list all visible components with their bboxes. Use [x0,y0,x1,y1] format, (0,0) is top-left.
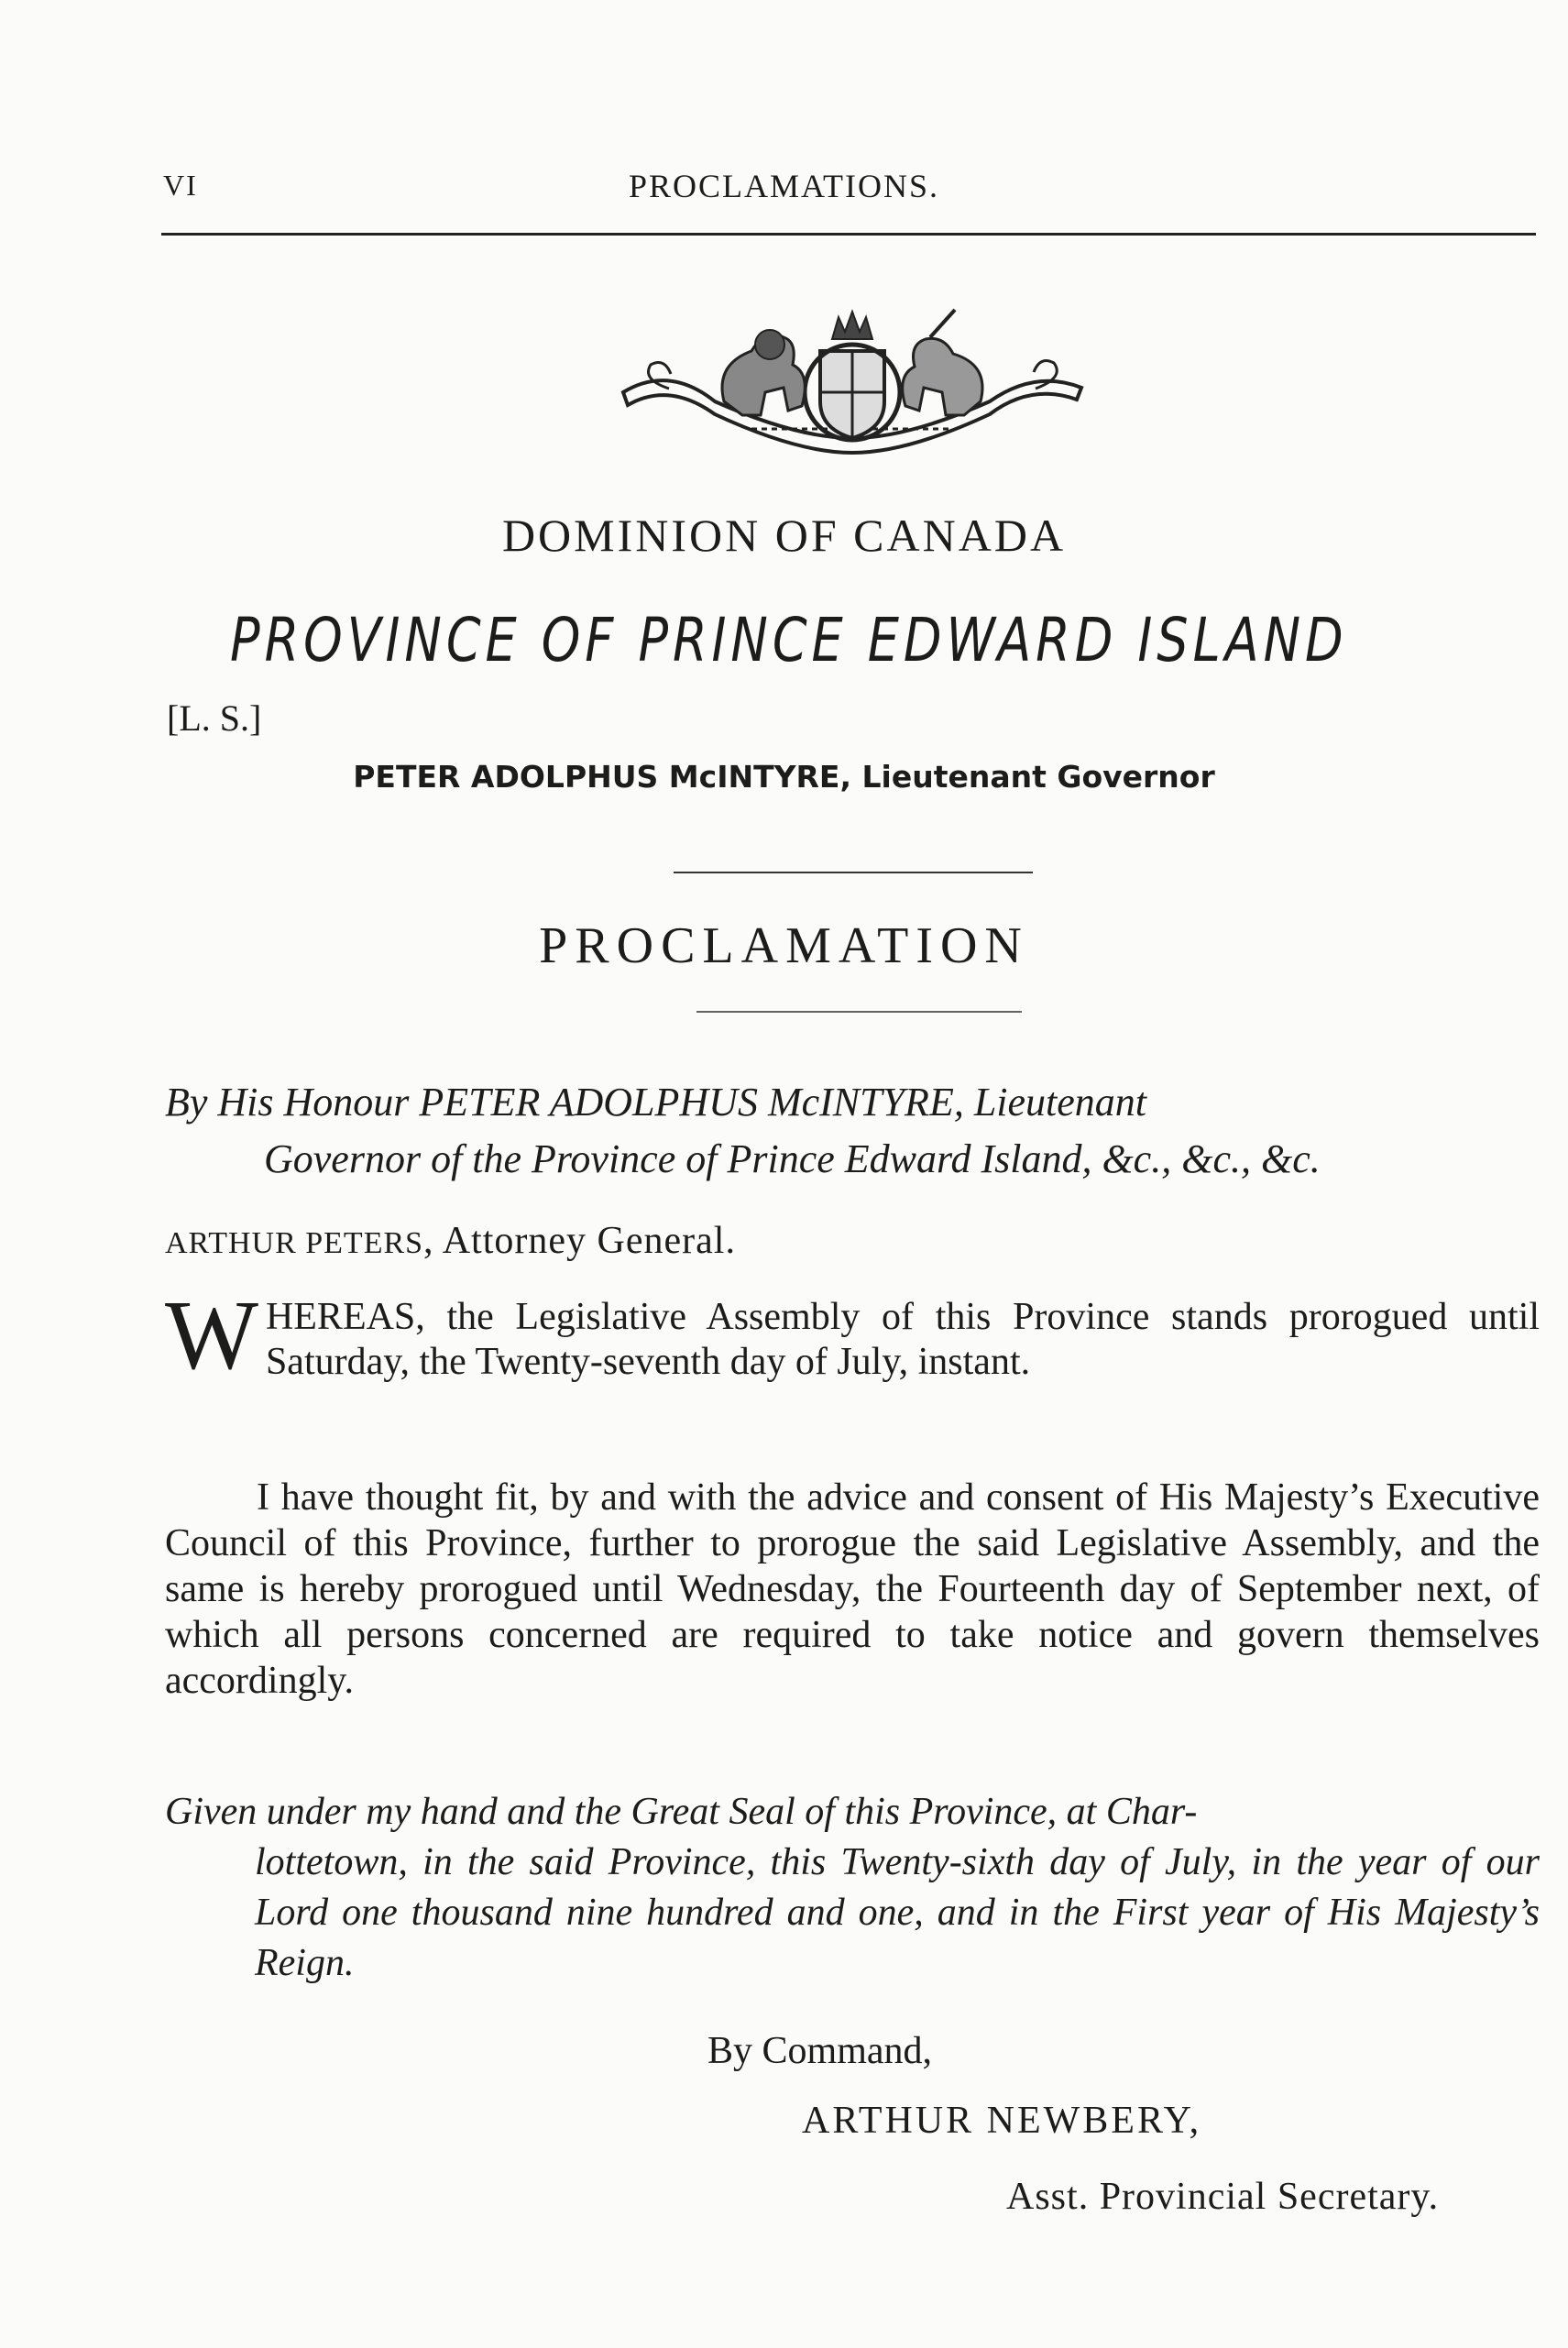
whereas-paragraph [165,1281,1540,1390]
province-heading: PROVINCE OF PRINCE EDWARD ISLAND [230,605,1348,675]
royal-coat-of-arms-icon [614,301,1091,456]
running-title: PROCLAMATIONS. [628,168,940,204]
signer-office: Asst. Provincial Secretary. [1006,2176,1440,2218]
by-command: By Command, [707,2030,933,2072]
seal-mark: [L. S.] [167,697,262,739]
attorney-title: , Attorney General. [423,1220,736,1262]
signer-name: ARTHUR NEWBERY, [802,2100,1202,2142]
whereas-text: HEREAS, the Legislative Assembly of this Province stands prorogued until Saturday, the Twenty-seventh day of July, instant. [265,1296,1540,1383]
dominion-heading: DOMINION OF CANADA [501,510,1067,561]
drop-cap: W [165,1281,258,1390]
byline-line-2: Governor of the Province of Prince Edward Island, &c., &c., &c. [264,1136,1321,1181]
attorney-name: ARTHUR PETERS [165,1226,424,1260]
attorney-line [165,1219,736,1263]
given-clause [165,1787,1540,1989]
given-rest: lottetown, in the said Province, this Twenty-sixth day of July, in the year of our Lord one thousand nine hundred and one, and in the First year of His Majesty’s Reign. [255,1841,1540,1984]
divider-rule [674,872,1033,873]
proclamation-title: PROCLAMATION [539,917,1029,974]
divider-rule [696,1011,1022,1013]
governor-line: PETER ADOLPHUS McINTYRE, Lieutenant Governor [353,759,1215,795]
page-number: VI [163,169,198,202]
given-first-line: Given under my hand and the Great Seal of this Province, at Char- [165,1791,1198,1833]
byline [165,1074,1540,1188]
byline-line-1: By His Honour PETER ADOLPHUS McINTYRE, Lieutenant [165,1080,1147,1125]
header-rule [161,233,1536,236]
body-paragraph: I have thought fit, by and with the advice and consent of His Majesty’s Executive Council of this Province, further to prorogue the said Legislative Assembly, and the same is hereby prorogued until Wednesday, the Fourteenth day of September next, of which all persons concerned are required to take notice and govern themselves accordingly. [165,1476,1540,1702]
